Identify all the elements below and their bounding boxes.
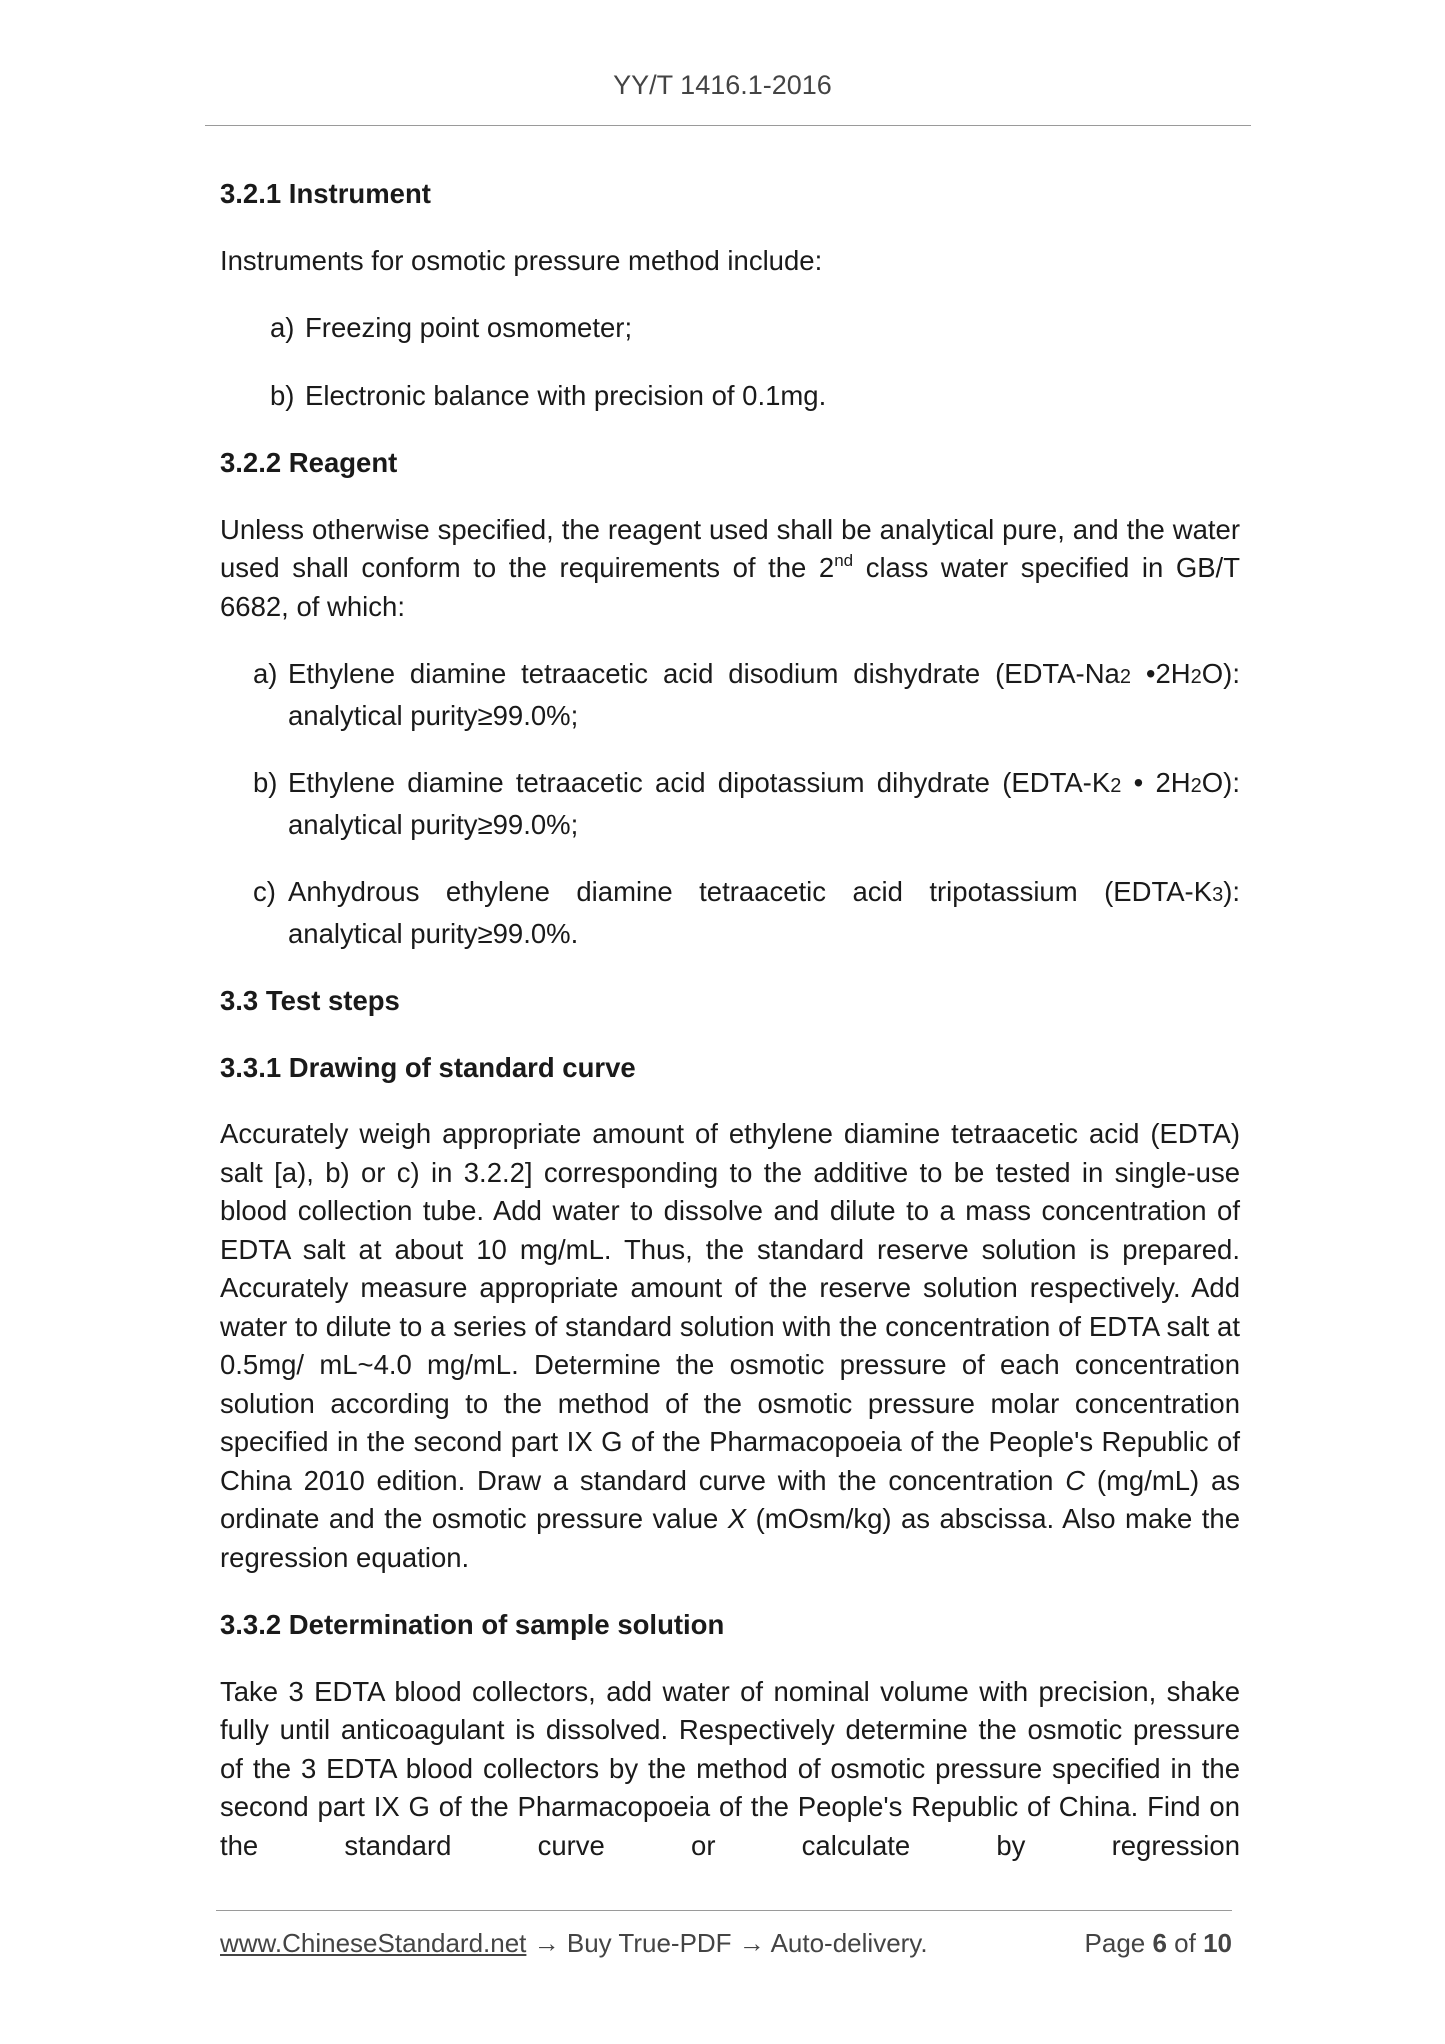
list-marker: b): [270, 379, 295, 411]
list-marker: a): [270, 312, 295, 343]
reagent-intro-text: Unless otherwise specified, the reagent used shall be analytical pure, and the water used shall conform to the requirements of the 2: [220, 513, 1240, 583]
reagent-item-c: [253, 873, 1240, 953]
text-run: O): analytical purity≥99.0%;: [288, 767, 1240, 840]
list-text: [288, 655, 1240, 735]
reagent-intro-text-cont: class water specified in GB/T 6682, of which:: [220, 552, 1240, 622]
text-run: Ethylene diamine tetraacetic acid dipotassium dihydrate (EDTA-K: [288, 767, 1111, 798]
list-text: [288, 873, 1240, 953]
section-3-2-2-heading: 3.2.2 Reagent: [220, 447, 398, 478]
total-pages: 10: [1203, 1928, 1232, 1958]
list-marker: b): [253, 767, 278, 798]
section-3-3-1-heading: 3.3.1 Drawing of standard curve: [220, 1051, 636, 1083]
reagent-item-a: [253, 655, 1240, 735]
of-label: of: [1166, 1928, 1204, 1958]
text-run: (mOsm/kg) as abscissa. Also make the regression equation.: [220, 1503, 1240, 1573]
text-run: (mg/mL) as ordinate and the osmotic pressure value: [220, 1464, 1240, 1534]
text-run: Accurately weigh appropriate amount of ethylene diamine tetraacetic acid (EDTA) salt [a), b) or c) in 3.2.2] corresponding to the additive to be tested in single-use blood collection tube. Add water to dissolve and dilute to a mass concentration of EDTA salt at about 10 mg/mL. Thus, the standard reserve solution is prepared. Accurately measure appropriate amount of the reserve solution respectively. Add water to dilute to a series of standard solution with the concentration of EDTA salt at 0.5mg/ mL~4.0 mg/mL. Determine the osmotic pressure of each concentration solution according to the method of the osmotic pressure molar concentration specified in the second part IX G of the Pharmacopoeia of the People's Republic of China 2010 edition. Draw a standard curve with the concentration: [220, 1118, 1240, 1496]
text-run: • 2H: [1121, 767, 1191, 798]
section-3-2-1-heading: 3.2.1 Instrument: [220, 178, 431, 209]
text-run: Anhydrous ethylene diamine tetraacetic acid tripotassium (EDTA-K: [288, 876, 1213, 907]
website-link[interactable]: www.ChineseStandard.net: [220, 1928, 527, 1958]
text-run: O): analytical purity≥99.0%;: [288, 658, 1240, 731]
variable-c: C: [1065, 1464, 1086, 1496]
subscript: 3: [1212, 884, 1224, 906]
footer-promo: [220, 1928, 928, 1959]
footer-promo-text: → Buy True-PDF → Auto-delivery.: [526, 1928, 928, 1958]
instrument-intro: Instruments for osmotic pressure method include:: [220, 244, 823, 276]
subscript: 2: [1110, 775, 1122, 797]
text-run: •2H: [1130, 658, 1191, 689]
subscript: 2: [1190, 775, 1202, 797]
list-marker: c): [253, 876, 276, 907]
text-run: ): analytical purity≥99.0%.: [288, 876, 1240, 949]
subscript: 2: [1119, 666, 1131, 688]
page-number: [1085, 1928, 1232, 1959]
section-3-3-2-heading: 3.3.2 Determination of sample solution: [220, 1609, 725, 1640]
header-rule: [205, 125, 1251, 126]
section-3-3-heading: 3.3 Test steps: [220, 985, 400, 1016]
variable-x: X: [727, 1503, 747, 1534]
list-marker: a): [253, 658, 278, 689]
reagent-item-b: [253, 764, 1240, 844]
list-text: Freezing point osmometer;: [305, 312, 633, 343]
reagent-intro: [220, 511, 1240, 627]
instrument-item-a: [270, 309, 1240, 348]
list-text: [288, 764, 1240, 844]
list-text: Electronic balance with precision of 0.1mg.: [305, 379, 827, 411]
subscript: 2: [1190, 666, 1202, 688]
document-header: YY/T 1416.1-2016: [613, 70, 832, 100]
page-label: Page: [1084, 1928, 1153, 1958]
sample-solution-paragraph: Take 3 EDTA blood collectors, add water of nominal volume with precision, shake fully until anticoagulant is dissolved. Respectively determine the osmotic pressure of the 3 EDTA blood collectors by the method of osmotic pressure specified in the second part IX G of the Pharmacopoeia of the People's Republic of China. Find on the standard curve or calculate by regression: [220, 1675, 1240, 1861]
standard-curve-paragraph: [220, 1115, 1240, 1577]
current-page: 6: [1152, 1928, 1167, 1958]
text-run: Ethylene diamine tetraacetic acid disodium dishydrate (EDTA-Na: [288, 658, 1120, 689]
footer-rule: [216, 1910, 1232, 1911]
instrument-item-b: [270, 377, 1240, 416]
page-body: [220, 175, 1240, 1894]
ordinal-superscript: nd: [834, 551, 854, 570]
